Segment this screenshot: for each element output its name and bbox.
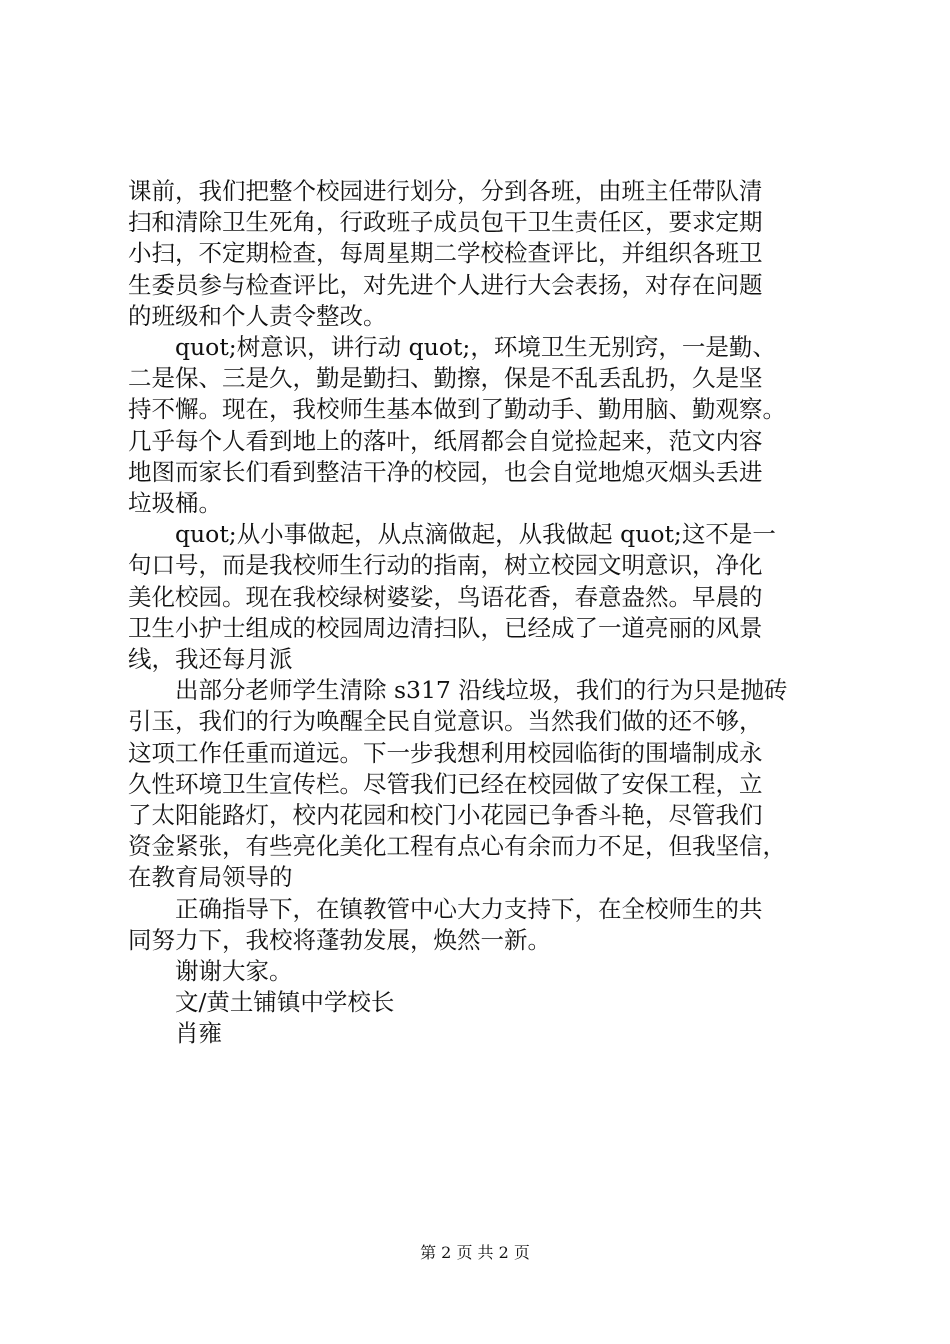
text-line: 卫生小护士组成的校园周边清扫队，已经成了一道亮丽的风景 [128, 613, 763, 642]
text-line: 线，我还每月派 [128, 645, 293, 674]
text-line: 出部分老师学生清除 s317 沿线垃圾，我们的行为只是抛砖 [175, 676, 788, 705]
text-line: 持不懈。现在，我校师生基本做到了勤动手、勤用脑、勤观察。 [128, 395, 786, 424]
paragraph-4 [128, 675, 858, 893]
text-line: 同努力下，我校将蓬勃发展，焕然一新。 [128, 925, 551, 954]
text-line: 美化校园。现在我校绿树婆娑，鸟语花香，春意盎然。早晨的 [128, 582, 763, 611]
text-line: 课前，我们把整个校园进行划分，分到各班，由班主任带队清 [128, 177, 763, 205]
text-line: 小扫，不定期检查，每周星期二学校检查评比，并组织各班卫 [128, 239, 763, 268]
paragraph-2 [128, 332, 858, 519]
text-line: 这项工作任重而道远。下一步我想利用校园临街的围墙制成永 [128, 738, 763, 767]
text-line: quot;树意识，讲行动 quot;，环境卫生无别窍，一是勤、 [175, 333, 776, 362]
text-line: 了太阳能路灯，校内花园和校门小花园已争香斗艳，尽管我们 [128, 801, 763, 830]
author-title: 文/黄土铺镇中学校长 [175, 988, 395, 1017]
text-line: 生委员参与检查评比，对先进个人进行大会表扬，对存在问题 [128, 270, 763, 299]
paragraph-3 [128, 519, 858, 675]
document-body [128, 176, 858, 1050]
paragraph-5 [128, 894, 858, 956]
text-line: 久性环境卫生宣传栏。尽管我们已经在校园做了安保工程，立 [128, 769, 763, 798]
text-line: 在教育局领导的 [128, 863, 293, 892]
closing-thanks: 谢谢大家。 [175, 957, 293, 986]
text-line: 资金紧张，有些亮化美化工程有点心有余而力不足，但我坚信， [128, 832, 786, 861]
text-line: 地图而家长们看到整洁干净的校园，也会自觉地熄灭烟头丢进 [128, 457, 763, 486]
author-name: 肖雍 [175, 1019, 222, 1048]
text-line: 垃圾桶。 [128, 489, 222, 518]
text-line: 引玉，我们的行为唤醒全民自觉意识。当然我们做的还不够， [128, 707, 763, 736]
page-number-footer: 第 2 页 共 2 页 [420, 1243, 530, 1262]
text-line: 正确指导下，在镇教管中心大力支持下，在全校师生的共 [175, 894, 763, 923]
text-line: 二是保、三是久，勤是勤扫、勤擦，保是不乱丢乱扔，久是坚 [128, 364, 763, 393]
text-line: 句口号，而是我校师生行动的指南，树立校园文明意识，净化 [128, 551, 763, 580]
paragraph-1 [128, 176, 858, 332]
text-line: 扫和清除卫生死角，行政班子成员包干卫生责任区，要求定期 [128, 208, 763, 237]
text-line: quot;从小事做起，从点滴做起，从我做起 quot;这不是一 [175, 520, 776, 549]
text-line: 几乎每个人看到地上的落叶，纸屑都会自觉捡起来，范文内容 [128, 426, 763, 455]
text-line: 的班级和个人责令整改。 [128, 301, 387, 330]
signoff-block [128, 956, 858, 1050]
